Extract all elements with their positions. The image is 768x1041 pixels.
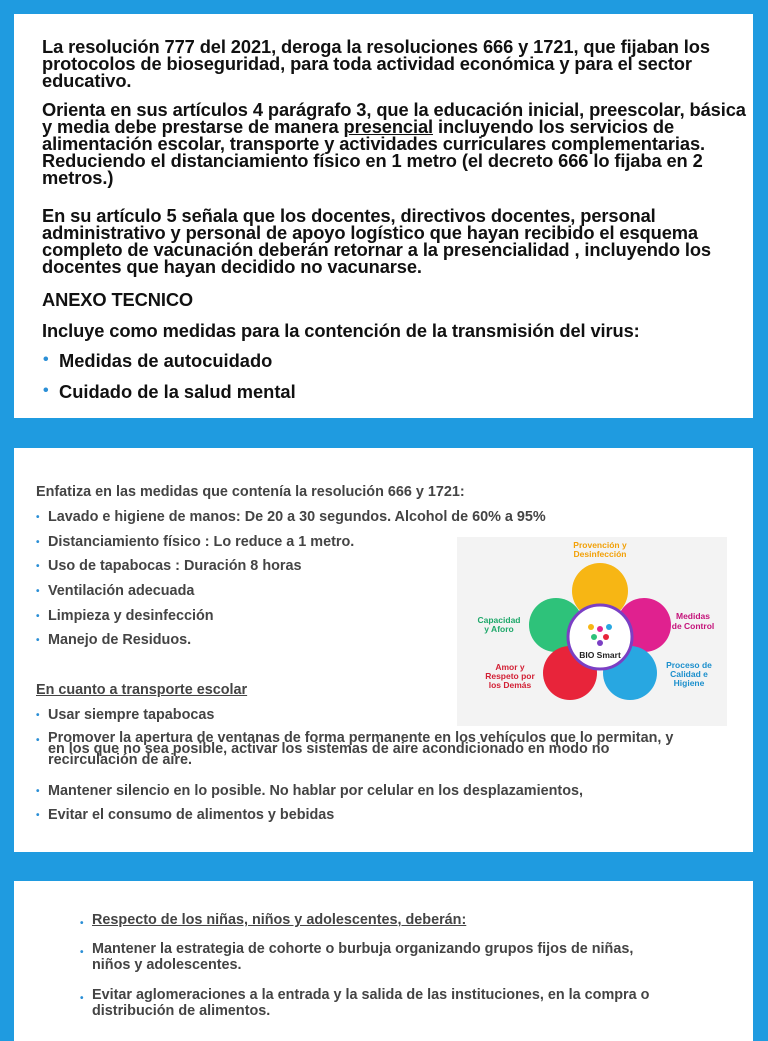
bullet-dot-icon: • <box>36 786 40 797</box>
transport-heading: En cuanto a transporte escolar <box>36 682 248 698</box>
slide-1 <box>14 14 753 418</box>
label-top-line1: Provención y <box>573 540 627 550</box>
bullet-dot-icon: • <box>36 735 40 746</box>
label-bottom-left-line1: Amor y <box>495 662 525 672</box>
paragraph-articulo-4 <box>42 101 748 186</box>
paragraph-articulo-5: En su artículo 5 señala que los docentes, directivos docentes, personal administrativo y personal de apoyo logístico que hayan recibido el esquema completo de vacunación deberán retornar a la presencialidad , incluyendo los docentes que hayan decidido no vacunarse. <box>42 205 712 277</box>
transport-item <box>36 807 335 823</box>
bullet-dot-icon: • <box>80 918 84 929</box>
bullet-label: Cuidado de la salud mental <box>59 381 296 402</box>
bullet-dot-icon: • <box>36 810 40 821</box>
label-bottom-right-line3: Higiene <box>673 678 705 688</box>
label-bottom-right-line1: Proceso de <box>666 660 712 670</box>
label-bottom-left-line2: Respeto por <box>485 671 535 681</box>
slide-2 <box>14 448 753 852</box>
transport-item-label: Evitar el consumo de alimentos y bebidas <box>48 807 335 823</box>
list-item-label: Mantener la estrategia de cohorte o burbuja organizando grupos fijos de niñas, niños y adolescentes. <box>92 941 634 973</box>
transport-item <box>36 783 583 799</box>
bullet-dot-icon: • <box>80 947 84 958</box>
bullet-dot-icon: • <box>36 537 40 548</box>
bullet-dot-icon: • <box>43 351 49 368</box>
bullet-dot-icon: • <box>36 561 40 572</box>
bullet-dot-icon: • <box>43 382 49 399</box>
list-item <box>80 941 662 973</box>
bullet-dot-icon: • <box>36 512 40 523</box>
list-item <box>36 534 355 550</box>
anexo-tecnico-heading: ANEXO TECNICO <box>42 289 194 310</box>
label-right-line2: de Control <box>671 621 715 631</box>
medidas-intro: Incluye como medidas para la contención de la transmisión del virus: <box>42 320 640 341</box>
label-right-line1: Medidas <box>675 611 711 621</box>
list-item-label: Ventilación adecuada <box>48 583 195 599</box>
label-left-line1: Capacidad <box>477 615 521 625</box>
list-item <box>36 558 302 574</box>
bullet-salud-mental <box>43 381 296 403</box>
paragraph-articulo-4-text-a: Orienta en sus artículos 4 parágrafo 3, que la educación inicial, preescolar, básica y media debe prestarse de manera <box>42 99 746 137</box>
label-bottom-right-line2: Calidad e <box>670 669 708 679</box>
list-item-label: Manejo de Residuos. <box>48 632 192 648</box>
transport-item <box>36 730 688 768</box>
transport-item-label: Mantener silencio en lo posible. No hablar por celular en los desplazamientos, <box>48 783 583 799</box>
bullet-dot-icon: • <box>36 586 40 597</box>
medidas-intro-666-1721: Enfatiza en las medidas que contenía la resolución 666 y 1721: <box>36 484 465 500</box>
paragraph-articulo-4-text-b: incluyendo los servicios de alimentación escolar, transporte y actividades curriculares complementarias. Reduciendo el distanciamiento físico en 1 metro (el decreto 666 lo fijaba en 2 metros.) <box>42 116 706 188</box>
paragraph-resolution-777: La resolución 777 del 2021, deroga la resoluciones 666 y 1721, que fijaban los protocolos de bioseguridad, para toda actividad económica y para el sector educativo. <box>42 36 710 91</box>
bullet-dot-icon: • <box>36 611 40 622</box>
bio-smart-flower-graphic <box>457 537 727 726</box>
label-left-line2: y Aforo <box>484 624 514 634</box>
list-item <box>36 608 214 624</box>
label-bottom-left-line3: los Demás <box>488 680 532 690</box>
transport-item-label: Usar siempre tapabocas <box>48 707 215 723</box>
center-label: BIO Smart <box>579 650 621 660</box>
bullet-label: Medidas de autocuidado <box>59 350 273 371</box>
list-item <box>36 583 195 599</box>
list-item <box>36 632 192 648</box>
bullet-dot-icon: • <box>36 635 40 646</box>
transport-item-label: Promover la apertura de ventanas de forma permanente en los vehículos que lo permitan, y en los que no sea posible, activar los sistemas de aire acondicionado en modo no recirculación de aire. <box>48 730 674 768</box>
bio-smart-diagram <box>457 537 727 726</box>
list-item-label: Limpieza y desinfección <box>48 608 214 624</box>
slide-3 <box>14 881 753 1041</box>
list-item-label: Lavado e higiene de manos: De 20 a 30 segundos. Alcohol de 60% a 95% <box>48 509 546 525</box>
presencial-underlined: presencial <box>343 116 433 137</box>
respecto-heading <box>80 912 467 929</box>
bullet-autocuidado <box>43 350 273 372</box>
transport-item <box>36 707 215 723</box>
list-item-label: Evitar aglomeraciones a la entrada y la salida de las instituciones, en la compra o distribución de alimentos. <box>92 987 650 1019</box>
list-item <box>80 987 662 1019</box>
bullet-dot-icon: • <box>80 993 84 1004</box>
label-top-line2: Desinfección <box>573 549 627 559</box>
bullet-dot-icon: • <box>36 710 40 721</box>
list-item <box>36 509 546 525</box>
list-item-label: Distanciamiento físico : Lo reduce a 1 metro. <box>48 534 355 550</box>
respecto-heading-label: Respecto de los niñas, niños y adolescentes, deberán: <box>92 912 467 928</box>
list-item-label: Uso de tapabocas : Duración 8 horas <box>48 558 302 574</box>
